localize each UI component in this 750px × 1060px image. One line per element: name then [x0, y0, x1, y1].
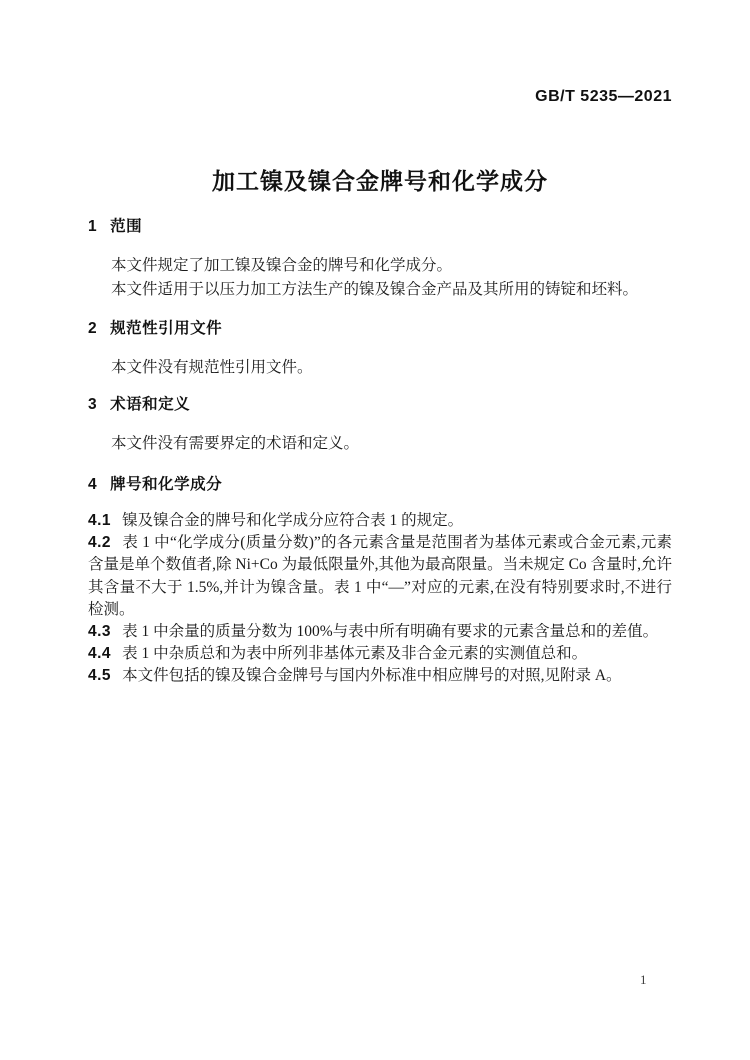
- clause-4-5-text: 本文件包括的镍及镍合金牌号与国内外标准中相应牌号的对照,见附录 A。: [122, 667, 622, 685]
- clause-4-3-number: 4.3: [88, 623, 112, 641]
- standard-code: GB/T 5235—2021: [535, 88, 672, 105]
- section-1-paragraph: 本文件规定了加工镍及镍合金的牌号和化学成分。: [111, 257, 453, 274]
- section-4-number: 4: [88, 476, 98, 493]
- section-2-paragraph: 本文件没有规范性引用文件。: [111, 359, 313, 376]
- clause-4-2-text: 表 1 中“化学成分(质量分数)”的各元素含量是范围者为基体元素或合金元素,元素含量是单个数值者,除 Ni+Co 为最低限量外,其他为最高限量。当未规定 Co 含量时,允许其含量不大于 1.5%,并计为镍含量。表 1 中“—”对应的元素,在没有特别要求时,不进行检测。: [88, 534, 672, 618]
- section-3-body: [88, 432, 672, 456]
- section-3-number: 3: [88, 396, 98, 413]
- clause-4-1-number: 4.1: [88, 512, 112, 529]
- section-4-clauses: [88, 510, 672, 688]
- section-2-body: [88, 356, 672, 380]
- section-3-heading: [88, 397, 672, 413]
- section-1-heading: [88, 219, 672, 235]
- clause-4-1: [88, 510, 672, 532]
- clause-4-4-text: 表 1 中杂质总和为表中所列非基体元素及非合金元素的实测值总和。: [122, 645, 588, 663]
- section-2-number: 2: [88, 320, 98, 337]
- section-1-heading-text: 范围: [110, 218, 143, 235]
- section-1-number: 1: [88, 218, 98, 235]
- section-2-heading-text: 规范性引用文件: [110, 320, 223, 337]
- clause-4-4-number: 4.4: [88, 645, 112, 663]
- section-4-heading: [88, 477, 672, 493]
- section-3-heading-text: 术语和定义: [110, 396, 191, 413]
- section-1-body: [88, 254, 672, 302]
- clause-4-2-number: 4.2: [88, 534, 112, 552]
- clause-4-1-text: 镍及镍合金的牌号和化学成分应符合表 1 的规定。: [122, 512, 464, 529]
- document-title: 加工镍及镍合金牌号和化学成分: [212, 168, 548, 195]
- section-4-heading-text: 牌号和化学成分: [110, 476, 223, 493]
- clause-4-3-text: 表 1 中余量的质量分数为 100%与表中所有明确有要求的元素含量总和的差值。: [122, 623, 659, 641]
- section-2-heading: [88, 321, 672, 337]
- section-3-paragraph: 本文件没有需要界定的术语和定义。: [111, 435, 360, 452]
- section-1-paragraph: 本文件适用于以压力加工方法生产的镍及镍合金产品及其所用的铸锭和坯料。: [111, 281, 639, 298]
- clause-4-2: [88, 532, 672, 621]
- clause-4-4: [88, 643, 672, 665]
- clause-4-3: [88, 621, 672, 643]
- clause-4-5-number: 4.5: [88, 667, 112, 685]
- clause-4-5: [88, 665, 672, 687]
- page-number: 1: [640, 972, 647, 987]
